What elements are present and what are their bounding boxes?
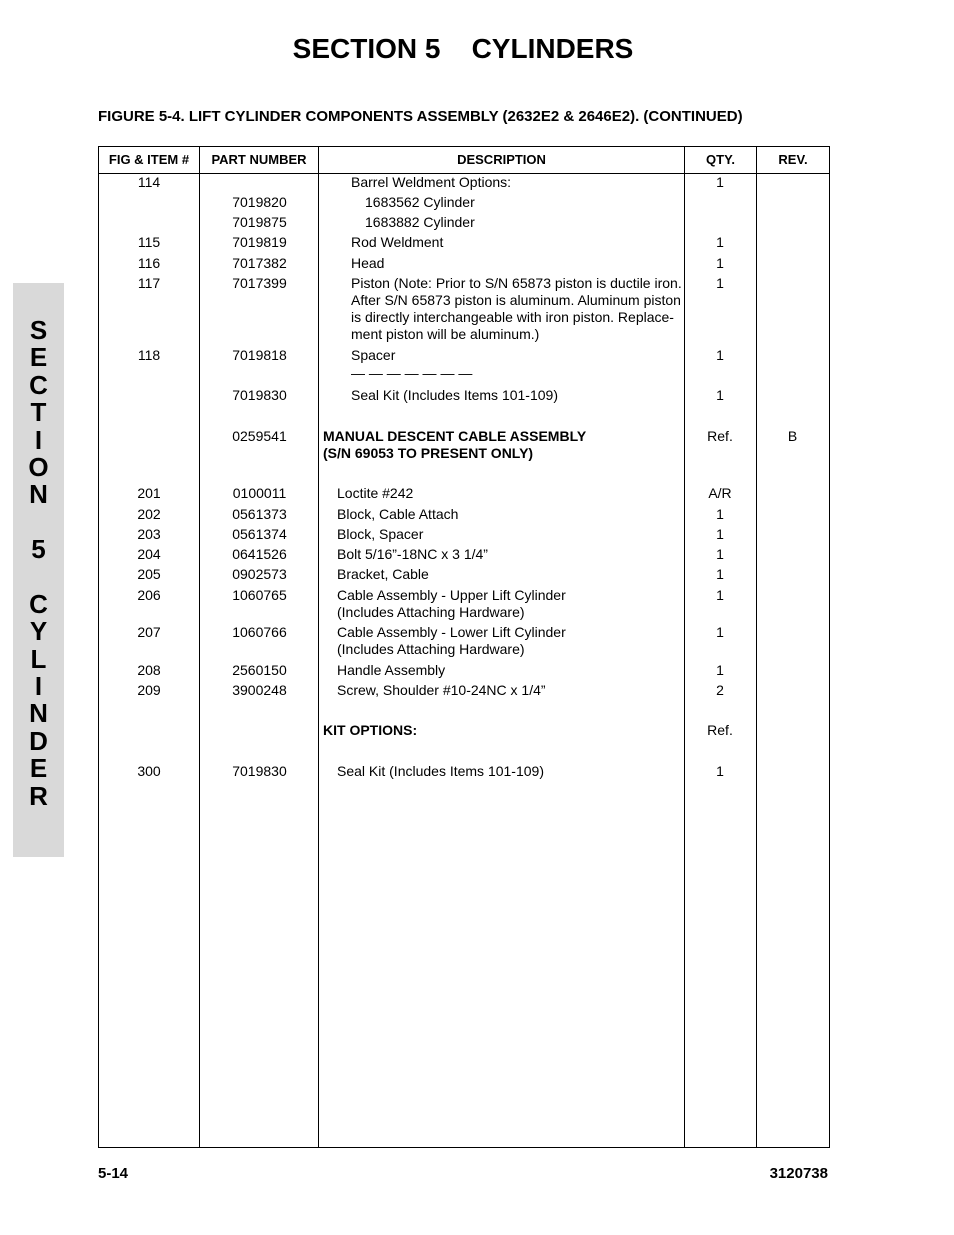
cell-qty: 1: [716, 347, 724, 363]
side-tab-letter: L: [30, 643, 47, 674]
cell-qty: 1: [716, 275, 724, 291]
cell-description: Piston (Note: Prior to S/N 65873 piston is ductile iron. After S/N 65873 piston is aluminum. Aluminum piston is directly interchangeable with iron piston. Replace- ment piston will be aluminum.): [351, 275, 682, 342]
cell-part-number: 7019819: [232, 234, 287, 250]
cell-description: Seal Kit (Includes Items 101-109): [337, 763, 544, 779]
cell-qty: Ref.: [707, 722, 733, 738]
column-divider: [684, 147, 685, 1147]
document-number: 3120738: [769, 1165, 828, 1182]
header-description: DESCRIPTION: [457, 152, 546, 167]
cell-qty: 1: [716, 763, 724, 779]
cell-rev: B: [787, 428, 798, 444]
cell-part-number: 0641526: [232, 546, 287, 562]
cell-description: Seal Kit (Includes Items 101-109): [351, 387, 558, 403]
cell-part-number: 7017382: [232, 255, 287, 271]
cell-part-number: 0259541: [232, 428, 287, 444]
side-tab-letter: I: [34, 671, 43, 702]
cell-description: MANUAL DESCENT CABLE ASSEMBLY (S/N 69053 TO PRESENT ONLY): [323, 428, 587, 461]
page-number: 5-14: [98, 1165, 129, 1182]
header-item: FIG & ITEM #: [108, 152, 190, 167]
cell-description: Block, Spacer: [337, 526, 424, 542]
cell-description: 1683882 Cylinder: [365, 214, 475, 230]
cell-item-number: 207: [137, 624, 161, 640]
side-tab-letter: C: [29, 588, 48, 619]
side-tab-letter: I: [34, 424, 43, 455]
cell-part-number: 1060765: [232, 587, 287, 603]
cell-description: Cable Assembly - Lower Lift Cylinder (Includes Attaching Hardware): [337, 624, 566, 657]
cell-item-number: 204: [137, 546, 161, 562]
cell-item-number: 118: [137, 347, 161, 363]
cell-qty: A/R: [708, 485, 732, 501]
cell-item-number: 115: [137, 234, 161, 250]
cell-qty: 1: [716, 587, 724, 603]
cell-description: Block, Cable Attach: [337, 506, 459, 522]
cell-description: 1683562 Cylinder: [365, 194, 475, 210]
cell-part-number: 7019830: [232, 763, 287, 779]
cell-qty: Ref.: [707, 428, 733, 444]
cell-part-number: 0561374: [232, 526, 287, 542]
cell-description: — — — — — — —: [351, 365, 473, 381]
cell-qty: 1: [716, 255, 724, 271]
cell-description: KIT OPTIONS:: [323, 722, 418, 738]
side-tab-letters: [13, 317, 64, 810]
header-rev: REV.: [778, 152, 808, 167]
cell-description: Bracket, Cable: [337, 566, 429, 582]
side-tab-letter: Y: [29, 616, 48, 647]
cell-part-number: 0561373: [232, 506, 287, 522]
side-tab-letter: R: [29, 780, 48, 811]
cell-qty: 1: [716, 662, 724, 678]
header-qty: QTY.: [706, 152, 735, 167]
header-part-number: PART NUMBER: [211, 152, 307, 167]
cell-qty: 1: [716, 174, 724, 190]
cell-part-number: 1060766: [232, 624, 287, 640]
cell-item-number: 206: [137, 587, 161, 603]
cell-description: Rod Weldment: [351, 234, 444, 250]
cell-qty: 1: [716, 546, 724, 562]
column-divider: [199, 147, 200, 1147]
figure-title: FIGURE 5-4. LIFT CYLINDER COMPONENTS ASSEMBLY (2632E2 & 2646E2). (CONTINUED): [98, 108, 743, 125]
parts-table: [98, 146, 830, 1148]
cell-part-number: 3900248: [232, 682, 287, 698]
cell-item-number: 300: [137, 763, 161, 779]
cell-description: Cable Assembly - Upper Lift Cylinder (Includes Attaching Hardware): [337, 587, 566, 620]
cell-description: Spacer: [351, 347, 396, 363]
cell-item-number: 117: [137, 275, 161, 291]
cell-item-number: 209: [137, 682, 161, 698]
cell-qty: 1: [716, 526, 724, 542]
cell-qty: 1: [716, 387, 724, 403]
cell-qty: 1: [716, 234, 724, 250]
cell-qty: 1: [716, 566, 724, 582]
side-tab-letter: N: [29, 479, 48, 510]
cell-part-number: 2560150: [232, 662, 287, 678]
cell-part-number: 7019830: [232, 387, 287, 403]
cell-item-number: 205: [137, 566, 161, 582]
cell-item-number: 201: [137, 485, 161, 501]
side-tab-letter: C: [29, 369, 48, 400]
cell-item-number: 116: [137, 255, 161, 271]
column-divider: [756, 147, 757, 1147]
cell-qty: 1: [716, 624, 724, 640]
side-tab-letter: D: [29, 725, 48, 756]
side-tab-letter: O: [28, 451, 49, 482]
cell-part-number: 0100011: [232, 485, 287, 501]
side-tab-letter: E: [29, 342, 48, 373]
cell-qty: 1: [716, 506, 724, 522]
side-tab-letter: 5: [31, 534, 46, 565]
section-title: SECTION 5 CYLINDERS: [292, 33, 634, 64]
side-tab-letter: E: [29, 753, 48, 784]
side-tab-letter: S: [29, 315, 48, 345]
cell-description: Handle Assembly: [337, 662, 446, 678]
cell-part-number: 7019818: [232, 347, 287, 363]
side-tab-letter: N: [29, 698, 48, 729]
cell-description: Bolt 5/16”-18NC x 3 1/4”: [337, 546, 488, 562]
cell-part-number: 7019875: [232, 214, 287, 230]
cell-part-number: 7019820: [232, 194, 287, 210]
cell-description: Loctite #242: [337, 485, 414, 501]
cell-part-number: 0902573: [232, 566, 287, 582]
cell-item-number: 202: [137, 506, 161, 522]
cell-qty: 2: [716, 682, 724, 698]
cell-description: Screw, Shoulder #10-24NC x 1/4”: [337, 682, 546, 698]
cell-item-number: 208: [137, 662, 161, 678]
section-side-tab: [13, 283, 64, 857]
side-tab-letter: T: [30, 397, 47, 428]
cell-description: Head: [351, 255, 385, 271]
cell-part-number: 7017399: [232, 275, 287, 291]
cell-item-number: 203: [137, 526, 161, 542]
cell-item-number: 114: [137, 174, 161, 190]
cell-description: Barrel Weldment Options:: [351, 174, 512, 190]
